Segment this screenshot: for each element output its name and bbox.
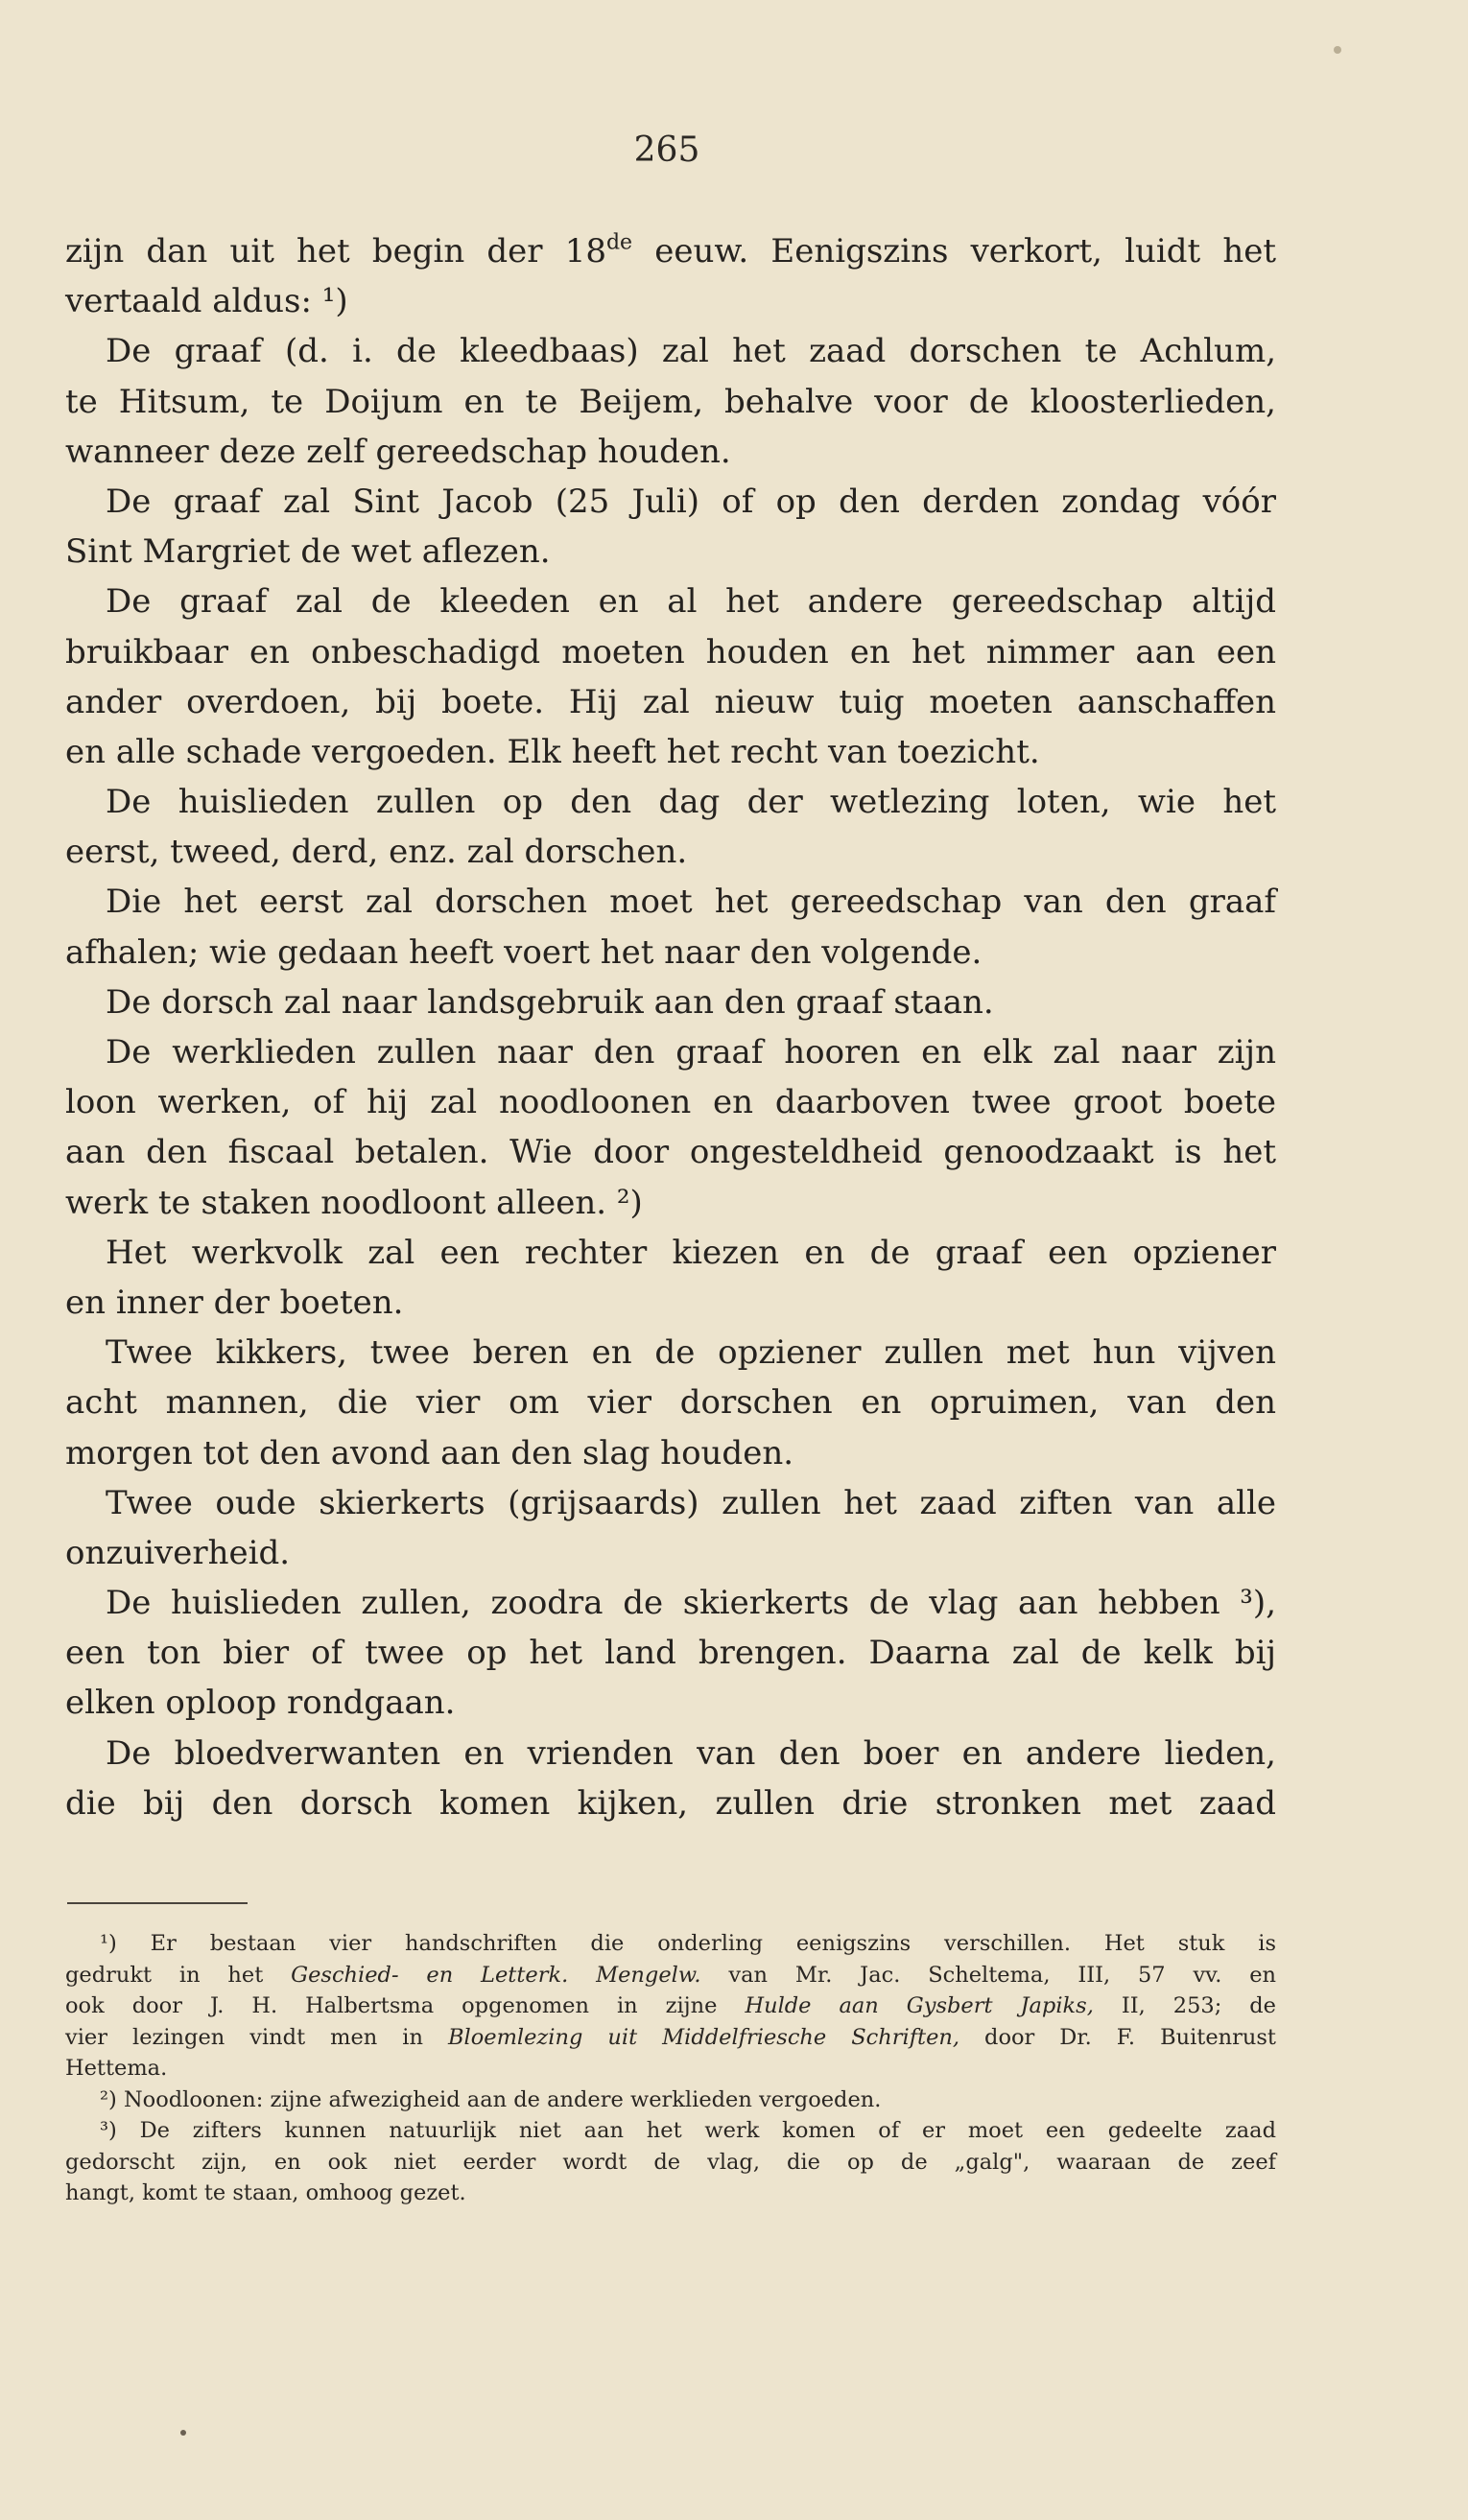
page-number: 265	[633, 130, 700, 170]
body-line: een ton bier of twee op het land brengen. Daarna zal de kelk bij	[65, 1634, 1276, 1673]
footnote-3-line: gedorscht zijn, en ook niet eerder wordt de vlag, die op de „galg", waaraan de zeef	[65, 2149, 1276, 2175]
body-line: De graaf zal de kleeden en al het andere gereedschap altijd	[106, 582, 1276, 622]
body-line: Twee kikkers, twee beren en de opziener zullen met hun vijven	[106, 1333, 1276, 1373]
body-line: afhalen; wie gedaan heeft voert het naar den volgende.	[65, 932, 983, 972]
footnote-1-line: ¹) Er bestaan vier handschriften die onderling eenigszins verschillen. Het stuk is	[100, 1931, 1277, 1956]
footnotes	[65, 1928, 1276, 2209]
body-line: aan den fiscaal betalen. Wie door ongesteldheid genoodzaakt is het	[65, 1133, 1276, 1172]
body-line: en alle schade vergoeden. Elk heeft het recht van toezicht.	[65, 732, 1040, 771]
paper-speck	[180, 2430, 186, 2436]
body-line: De graaf zal Sint Jacob (25 Juli) of op den derden zondag vóór	[106, 482, 1276, 521]
body-line: Het werkvolk zal een rechter kiezen en de graaf een opziener	[106, 1233, 1276, 1272]
body-line: acht mannen, die vier om vier dorschen en opruimen, van den	[65, 1383, 1276, 1423]
footnote-3-line: ³) De zifters kunnen natuurlijk niet aan het werk komen of er moet een gedeelte zaad	[100, 2118, 1276, 2143]
body-line: te Hitsum, te Doijum en te Beijem, behalve voor de kloosterlieden,	[65, 382, 1276, 421]
body-line: vertaald aldus: ¹)	[65, 282, 348, 321]
body-line: zijn dan uit het begin der 18de eeuw. Eenigszins verkort, luidt het	[65, 230, 1276, 271]
footnote-1-line: vier lezingen vindt men in Bloemlezing uit Middelfriesche Schriften, door Dr. F. Buitenrust	[65, 2024, 1276, 2050]
body-line: De werklieden zullen naar den graaf hooren en elk zal naar zijn	[106, 1033, 1276, 1072]
footnote-rule	[67, 1902, 248, 1904]
body-text	[65, 226, 1276, 1828]
body-line: De graaf (d. i. de kleedbaas) zal het zaad dorschen te Achlum,	[106, 332, 1276, 371]
footnote-1-line: Hettema.	[65, 2056, 168, 2081]
paper-speck	[1334, 46, 1341, 54]
body-line: Twee oude skierkerts (grijsaards) zullen het zaad ziften van alle	[106, 1483, 1276, 1522]
body-line: De huislieden zullen op den dag der wetlezing loten, wie het	[106, 783, 1276, 822]
body-line: ander overdoen, bij boete. Hij zal nieuw tuig moeten aanschaffen	[65, 682, 1276, 721]
body-line: elken oploop rondgaan.	[65, 1684, 456, 1723]
body-line: onzuiverheid.	[65, 1533, 291, 1572]
body-line: loon werken, of hij zal noodloonen en daarboven twee groot boete	[65, 1083, 1276, 1122]
body-line: eerst, tweed, derd, enz. zal dorschen.	[65, 833, 688, 872]
body-line: De dorsch zal naar landsgebruik aan den graaf staan.	[106, 982, 994, 1022]
body-line: en inner der boeten.	[65, 1283, 404, 1322]
body-line: die bij den dorsch komen kijken, zullen drie stronken met zaad	[65, 1783, 1276, 1823]
body-line: De huislieden zullen, zoodra de skierkerts de vlag aan hebben ³),	[106, 1584, 1276, 1623]
body-line: Die het eerst zal dorschen moet het gereedschap van den graaf	[106, 883, 1276, 922]
body-line: morgen tot den avond aan den slag houden.	[65, 1433, 794, 1472]
body-line: wanneer deze zelf gereedschap houden.	[65, 432, 731, 471]
body-line: De bloedverwanten en vrienden van den boer en andere lieden,	[106, 1733, 1276, 1773]
footnote-3-line: hangt, komt te staan, omhoog gezet.	[65, 2180, 466, 2205]
body-line: Sint Margriet de wet aflezen.	[65, 532, 551, 572]
footnote-2: ²) Noodloonen: zijne afwezigheid aan de andere werklieden vergoeden.	[100, 2086, 882, 2112]
body-line: bruikbaar en onbeschadigd moeten houden en het nimmer aan een	[65, 632, 1276, 671]
footnote-1-line: ook door J. H. Halbertsma opgenomen in zijne Hulde aan Gysbert Japiks, II, 253; de	[65, 1993, 1276, 2018]
footnote-1-line: gedrukt in het Geschied- en Letterk. Mengelw. van Mr. Jac. Scheltema, III, 57 vv. en	[65, 1962, 1276, 1988]
body-line: werk te staken noodloont alleen. ²)	[65, 1183, 643, 1222]
